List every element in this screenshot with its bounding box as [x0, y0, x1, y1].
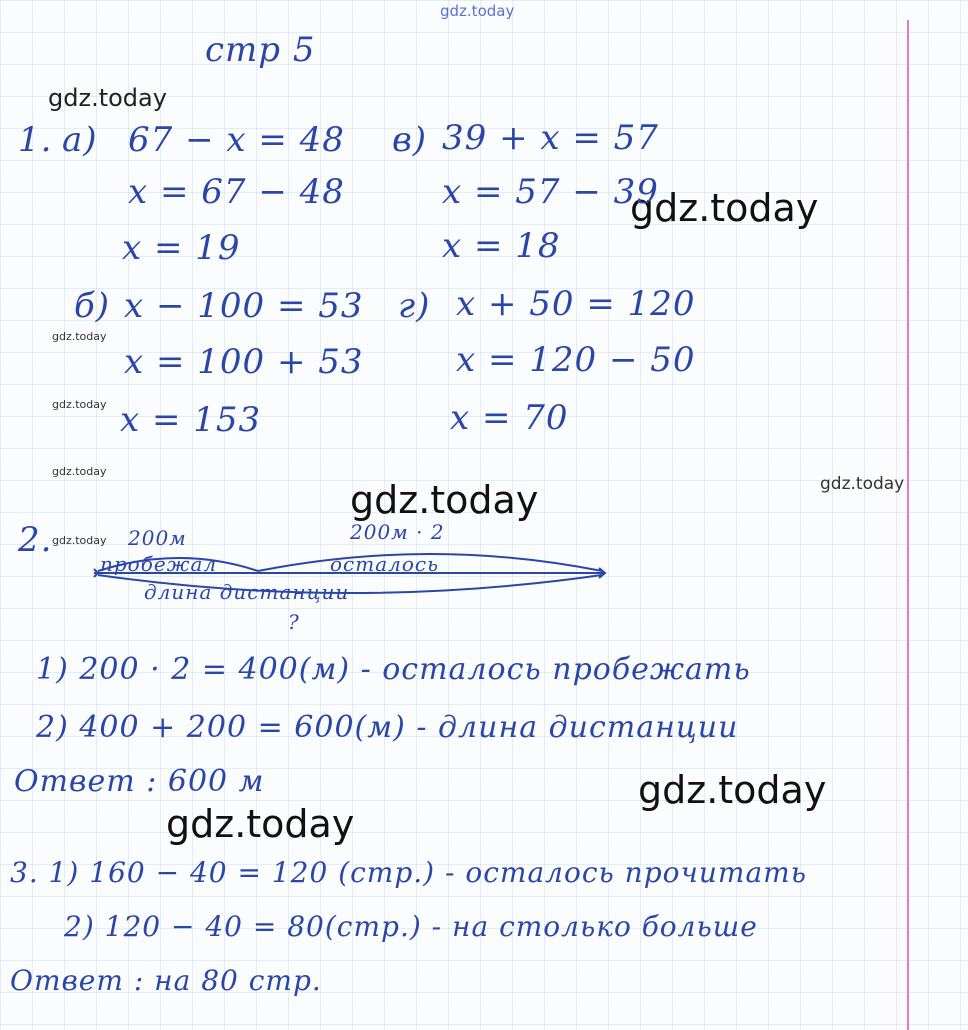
task3-line1: 3. 1) 160 − 40 = 120 (стр.) - осталось прочитать [10, 856, 807, 889]
task3-line2: 2) 120 − 40 = 80(стр.) - на столько больше [64, 910, 758, 943]
task1-g-step2: x = 70 [450, 398, 569, 438]
watermark: gdz.today [350, 478, 539, 522]
task1-a-equation: 67 − x = 48 [128, 120, 345, 160]
watermark: gdz.today [52, 465, 107, 478]
watermark: gdz.today [48, 84, 167, 112]
diagram-right-arc-label: осталось [330, 552, 439, 576]
watermark-top: gdz.today [440, 2, 515, 20]
task1-b-step2: x = 153 [120, 400, 262, 440]
page-label: стр 5 [205, 30, 316, 70]
task2-number: 2. [18, 520, 53, 560]
diagram-question: ? [288, 610, 300, 634]
task1-v-step2: x = 18 [442, 226, 561, 266]
watermark: gdz.today [820, 474, 905, 494]
margin-line [907, 20, 909, 1030]
diagram-left-top: 200м [128, 526, 187, 550]
task2-answer: Ответ : 600 м [14, 764, 265, 799]
task1-a-label: а) [62, 120, 98, 160]
task1-g-step1: x = 120 − 50 [456, 340, 696, 380]
watermark: gdz.today [52, 330, 107, 343]
task1-v-step1: x = 57 − 39 [442, 172, 659, 212]
task2-line2: 2) 400 + 200 = 600(м) - длина дистанции [36, 710, 739, 745]
diagram-left-arc-label: пробежал [100, 552, 218, 576]
task3-answer: Ответ : на 80 стр. [10, 964, 322, 997]
task1-a-step1: x = 67 − 48 [128, 172, 345, 212]
task2-line1: 1) 200 · 2 = 400(м) - осталось пробежать [36, 652, 751, 687]
diagram-bottom-label: длина дистанции [144, 580, 350, 604]
task1-number: 1. [18, 120, 53, 160]
task1-b-label: б) [74, 286, 111, 326]
task1-a-step2: x = 19 [122, 228, 241, 268]
task1-g-equation: x + 50 = 120 [456, 284, 696, 324]
task1-v-equation: 39 + x = 57 [442, 118, 659, 158]
watermark: gdz.today [630, 186, 819, 230]
watermark: gdz.today [52, 534, 107, 547]
task1-b-equation: x − 100 = 53 [124, 286, 364, 326]
watermark: gdz.today [166, 802, 355, 846]
diagram-right-top: 200м · 2 [350, 520, 445, 544]
watermark: gdz.today [638, 768, 827, 812]
watermark: gdz.today [52, 398, 107, 411]
task1-b-step1: x = 100 + 53 [124, 342, 364, 382]
task1-g-label: г) [398, 286, 431, 326]
task1-v-label: в) [392, 120, 428, 160]
